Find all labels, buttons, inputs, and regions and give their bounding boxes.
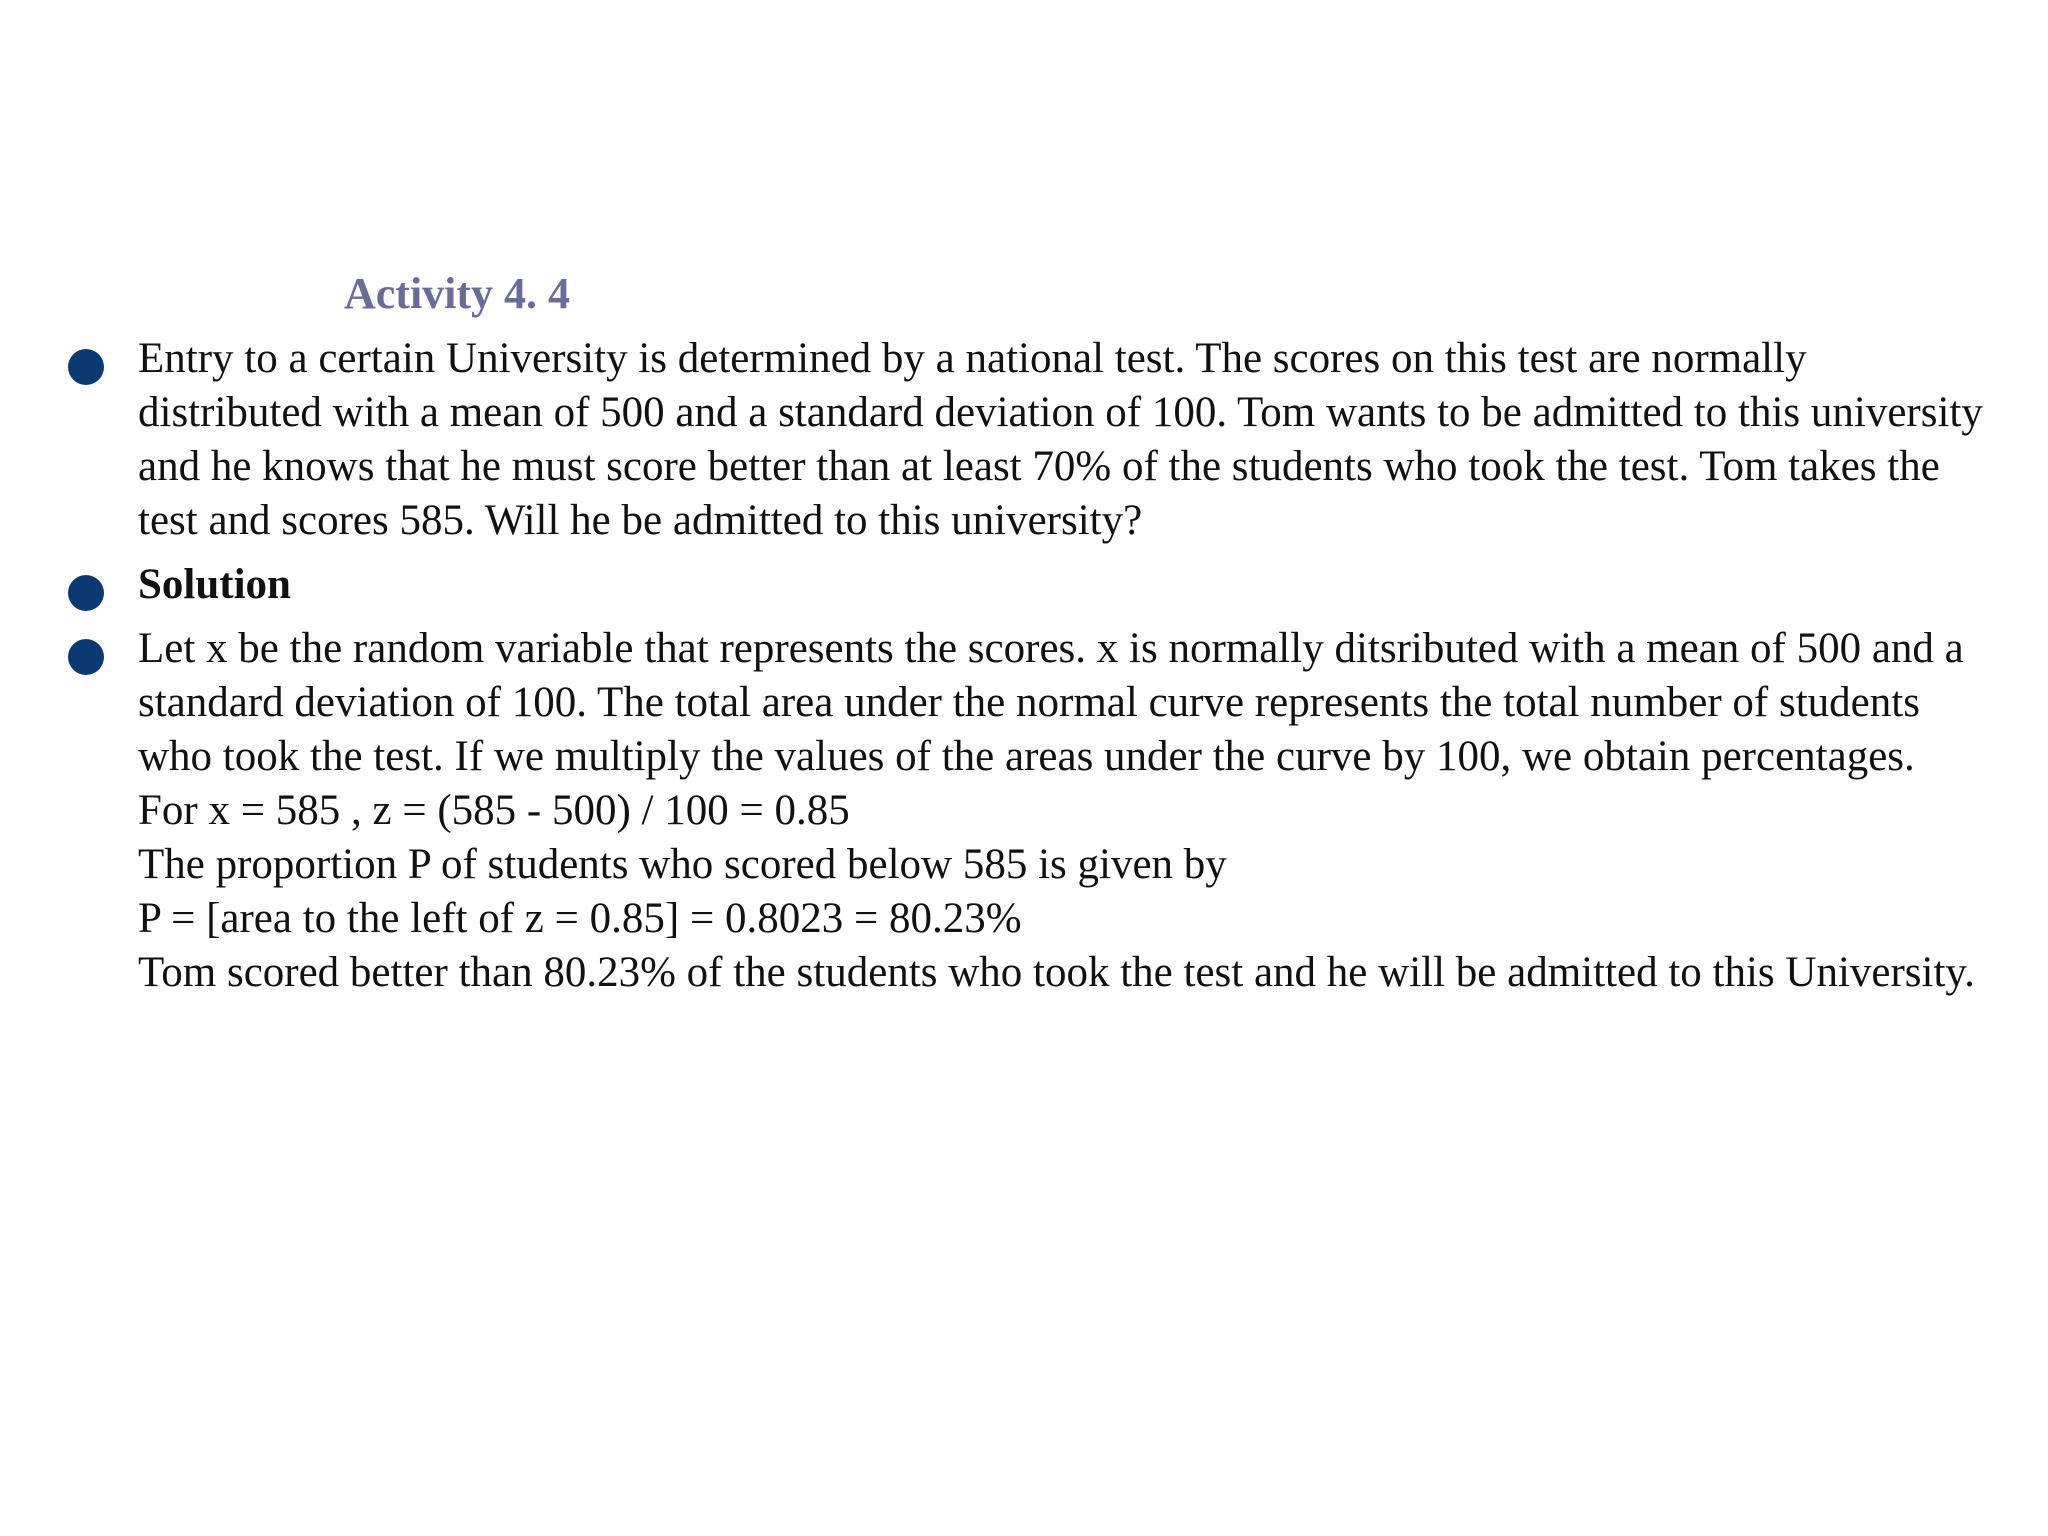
solution-heading-bullet	[68, 558, 1988, 612]
conclusion-text: Tom scored better than 80.23% of the students who took the test and he will be admitted to this University.	[138, 949, 1975, 996]
bullet-list	[68, 332, 1988, 1010]
bullet-dot-icon	[68, 575, 104, 611]
solution-intro: Let x be the random variable that represents the scores. x is normally ditsributed with a mean of 500 and a standard deviation of 100. The total area under the normal curve represents the total number of students who took the test. If we multiply the values of the areas under the curve by 100, we obtain percentages.	[138, 625, 1964, 780]
solution-bullet	[68, 622, 1988, 1000]
problem-bullet	[68, 332, 1988, 548]
z-calculation: For x = 585 , z = (585 - 500) / 100 = 0.85	[138, 787, 850, 834]
bullet-dot-icon	[68, 639, 104, 675]
bullet-dot-icon	[68, 349, 104, 385]
activity-title: Activity 4. 4	[344, 269, 571, 318]
proportion-intro: The proportion P of students who scored below 585 is given by	[138, 841, 1227, 888]
problem-text: Entry to a certain University is determined by a national test. The scores on this test are normally distributed with a mean of 500 and a standard deviation of 100. Tom wants to be admitted to this university and he knows that he must score better than at least 70% of the students who took the test. Tom takes the test and scores 585. Will he be admitted to this university?	[138, 335, 1983, 544]
proportion-calculation: P = [area to the left of z = 0.85] = 0.8023 = 80.23%	[138, 895, 1022, 942]
solution-label: Solution	[138, 561, 291, 608]
